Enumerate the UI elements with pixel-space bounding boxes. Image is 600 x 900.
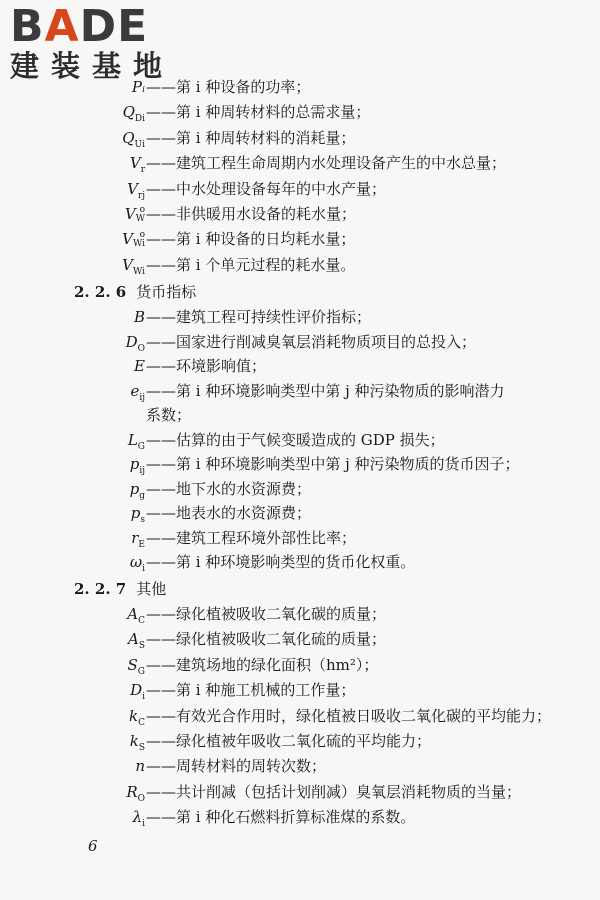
section-heading-227	[0, 577, 600, 602]
definition: ——地表水的水资源费；	[146, 504, 312, 522]
definition: ——第 i 个单元过程的耗水量。	[146, 255, 356, 274]
symbol-definition-row	[0, 227, 600, 252]
symbol: S G	[127, 655, 145, 677]
section-heading-226	[0, 280, 600, 305]
symbol: p s	[130, 504, 145, 525]
definition: ——建筑工程生命周期内水处理设备产生的中水总量；	[146, 154, 507, 173]
symbol-definition-row	[0, 526, 600, 551]
symbol: L G	[127, 430, 145, 452]
symbol-definition-row	[0, 805, 600, 830]
section-title: 其他	[136, 580, 167, 598]
symbol-definition-row	[0, 477, 600, 502]
page-number: 6	[88, 837, 98, 855]
definition: ——建筑工程环境外部性比率；	[146, 528, 357, 547]
symbol: k S	[129, 732, 145, 753]
definition: ——第 i 种周转材料的消耗量；	[146, 128, 356, 147]
definition: ——国家进行削减臭氧层消耗物质项目的总投入；	[146, 332, 477, 351]
symbol-definition-row	[0, 177, 600, 202]
symbol: R O	[126, 782, 145, 804]
definition: ——绿化植被吸收二氧化碳的质量；	[146, 605, 387, 623]
symbol-definition-row	[0, 729, 600, 754]
symbol-definition-row	[0, 75, 600, 100]
definition: ——绿化植被吸收二氧化硫的质量；	[146, 630, 387, 649]
symbol: E	[134, 357, 145, 375]
definition: ——第 i 种环境影响类型的货币化权重。	[146, 553, 416, 571]
symbol-definition-row	[0, 305, 600, 330]
definition: ——第 i 种化石燃料折算标准煤的系数。	[146, 808, 416, 827]
symbol-definition-row	[0, 403, 600, 428]
symbol: n	[135, 757, 145, 776]
symbol: V rj	[127, 179, 145, 201]
definition: ——第 i 种设备的日均耗水量；	[146, 230, 356, 249]
definition: ——第 i 种施工机械的工作量；	[146, 681, 356, 700]
definition: ——中水处理设备每年的中水产量；	[146, 179, 387, 198]
symbol-definition-row	[0, 704, 600, 729]
bade-logo	[10, 1, 175, 85]
symbol-definition-row	[0, 330, 600, 355]
symbol-definition-row	[0, 501, 600, 526]
symbol: ω i	[129, 553, 145, 574]
definition: ——有效光合作用时，绿化植被日吸收二氧化碳的平均能力；	[146, 706, 552, 725]
definition: ——第 i 种周转材料的总需求量；	[146, 103, 371, 122]
symbol: V Wi	[122, 255, 145, 277]
definition-continuation: 系数；	[146, 406, 192, 424]
definition: ——绿化植被年吸收二氧化硫的平均能力；	[146, 732, 432, 750]
symbol: D i	[130, 681, 145, 703]
symbol-definition-row	[0, 627, 600, 652]
logo-wordmark	[10, 1, 175, 52]
symbol: λ i	[132, 808, 145, 830]
definition: ——环境影响值；	[146, 357, 267, 375]
logo-letters: DE	[79, 1, 149, 52]
symbol: p g	[129, 479, 145, 501]
symbol: V o W	[124, 205, 145, 224]
symbol-definition-row	[0, 602, 600, 627]
symbol-definition-row	[0, 653, 600, 678]
symbol-definition-row	[0, 100, 600, 125]
symbol: p ij	[129, 455, 145, 476]
section-number: 2. 2. 6	[74, 283, 127, 301]
logo-accent-letter: A	[44, 1, 80, 52]
definition: ——地下水的水资源费；	[146, 479, 312, 498]
symbol: A C	[127, 605, 145, 626]
symbol: B	[133, 308, 145, 326]
definition: ——第 i 种环境影响类型中第 j 种污染物质的影响潜力	[146, 381, 505, 400]
logo-letter: B	[10, 1, 45, 52]
definition: ——建筑工程可持续性评价指标；	[146, 308, 372, 326]
definition: ——第 i 种设备的功率；	[146, 78, 311, 96]
symbol-definition-row	[0, 379, 600, 404]
symbol-definition-row	[0, 151, 600, 176]
definition: ——非供暖用水设备的耗水量；	[146, 205, 357, 223]
symbol-definition-row	[0, 452, 600, 477]
definition: ——估算的由于气候变暖造成的 GDP 损失；	[146, 430, 445, 449]
symbol: Q Ui	[122, 128, 145, 150]
symbol-definition-row	[0, 126, 600, 151]
symbol: A S	[127, 630, 145, 652]
logo-subtitle: 建装基地	[10, 49, 175, 83]
symbol-definition-row	[0, 428, 600, 453]
definition: ——共计削减（包括计划削减）臭氧层消耗物质的当量；	[146, 782, 522, 801]
symbol: r E	[131, 528, 145, 550]
symbol-definition-row	[0, 550, 600, 575]
symbol-definition-row	[0, 253, 600, 278]
symbol: V o Wi	[122, 230, 145, 250]
symbol: k C	[129, 706, 145, 728]
definition: ——第 i 种环境影响类型中第 j 种污染物质的货币因子；	[146, 455, 520, 473]
symbol: Pᵢ	[131, 78, 145, 96]
symbol: D O	[125, 332, 145, 354]
symbol-definition-row	[0, 202, 600, 227]
symbol-definition-row	[0, 678, 600, 703]
section-number: 2. 2. 7	[74, 580, 127, 598]
section-title: 货币指标	[136, 283, 197, 301]
symbol: e ij	[130, 381, 145, 403]
symbol: V r	[129, 154, 145, 176]
symbol-definition-row	[0, 354, 600, 379]
symbol-definition-row	[0, 754, 600, 779]
definition: ——周转材料的周转次数；	[146, 757, 327, 776]
symbol-definition-row	[0, 780, 600, 805]
symbol: Q Di	[122, 103, 145, 125]
definition: ——建筑场地的绿化面积（hm²）；	[146, 655, 379, 674]
